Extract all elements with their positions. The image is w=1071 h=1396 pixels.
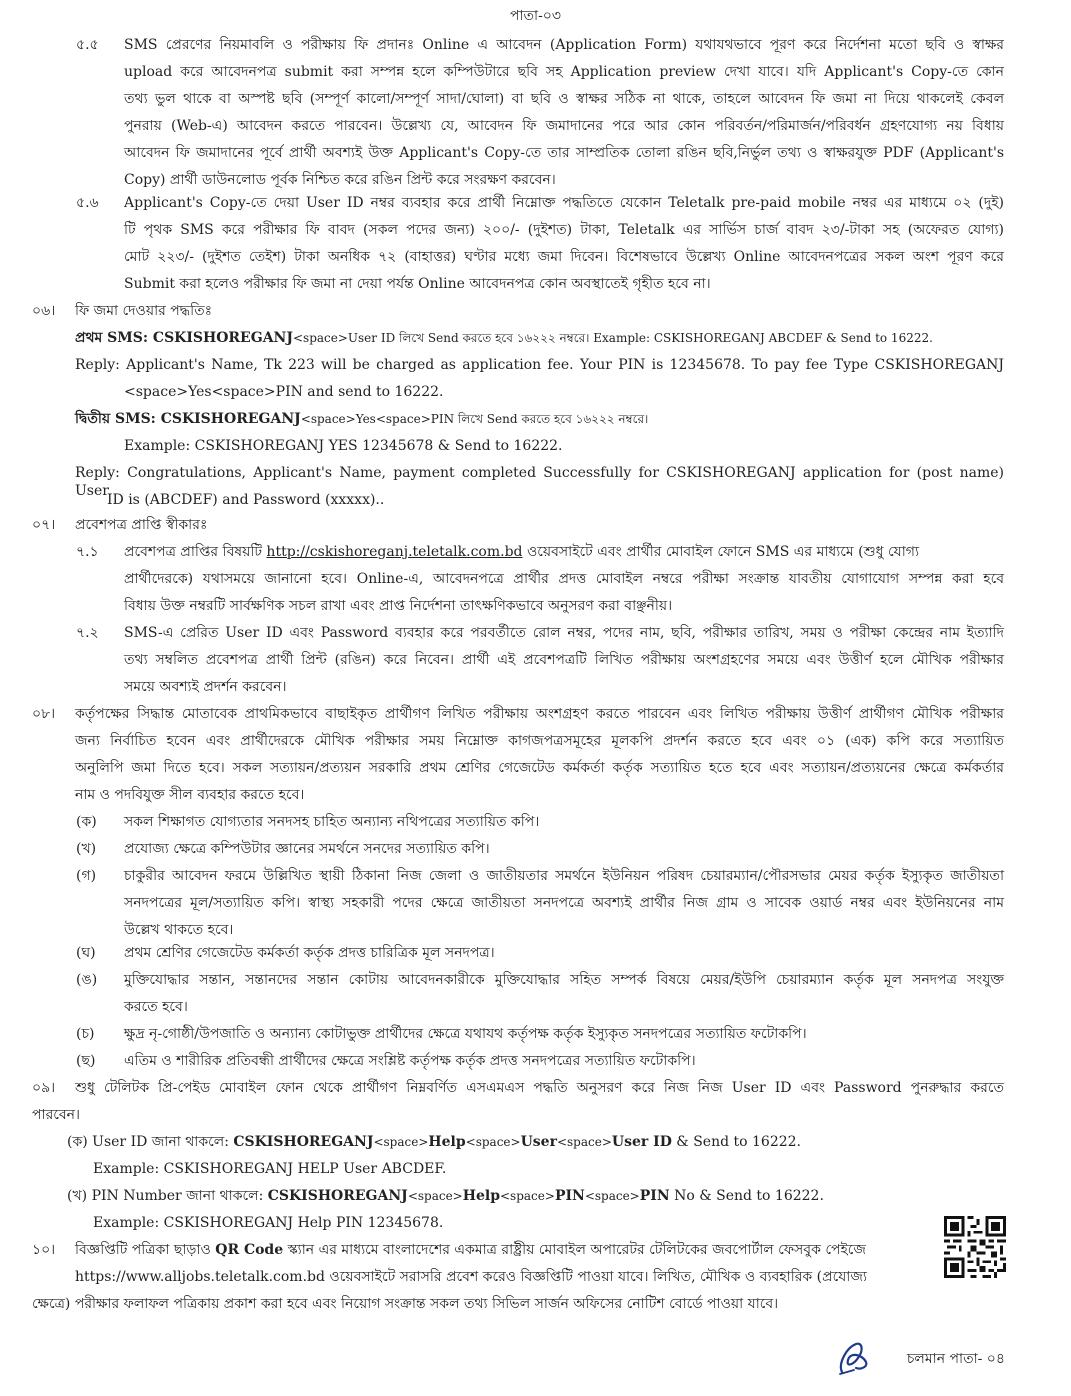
clause-7-2-line: SMS-এ প্রেরিত User ID এবং Password ব্যবহার করে পরবর্তীতে রোল নম্বর, পদের নাম, ছবি, পরীক্ষার তারিখ, সময় ও পরীক্ষা কেন্দ্রের নাম ইত্যাদি bbox=[124, 625, 1004, 641]
recover-pin-instruction bbox=[67, 1187, 824, 1205]
clause-7-1-line: প্রার্থীদেরকে) যথাসময়ে জানানো হবে। Online-এ, আবেদনপত্রে প্রার্থীর প্রদত্ত মোবাইল নম্বরে পরীক্ষা সংক্রান্ত যাবতীয় যোগাযোগ সম্পন্ন করা হবে bbox=[124, 571, 1004, 587]
second-sms-example: Example: CSKISHOREGANJ YES 12345678 & Send to 16222. bbox=[124, 438, 563, 454]
clause-5-5-line: SMS প্রেরণের নিয়মাবলি ও পরীক্ষায় ফি প্রদানঃ Online এ আবেদন (Application Form) যথাযথভাবে পূরণ করে নির্দেশনা মতো ছবি ও স্বাক্ষর bbox=[124, 37, 1004, 53]
instruction-text: (খ) PIN Number জানা থাকলে: bbox=[67, 1188, 268, 1204]
space-token: <space> bbox=[500, 1189, 555, 1203]
admit-card-website-link[interactable]: http://cskishoreganj.teletalk.com.bd bbox=[266, 544, 523, 560]
sms-keyword: User ID bbox=[611, 1134, 672, 1150]
list-item-text: চাকুরীর আবেদন ফরমে উল্লিখিত স্থায়ী ঠিকানা নিজ জেলা ও জাতীয়তার সমর্থনে ইউনিয়ন পরিষদ চেয়ারম্যান/পৌরসভার মেয়র কর্তৃক ইস্যুকৃত জাতীয়তা bbox=[124, 868, 1004, 884]
clause-5-5-line: আবেদন ফি জমাদানের পূর্বে প্রার্থী অবশ্যই উক্ত Applicant's Copy-তে তার সাম্প্রতিক তোলা রঙিন ছবি,নির্ভুল তথ্য ও স্বাক্ষরযুক্ত PDF (Applicant's bbox=[124, 145, 1005, 161]
list-item-label: (ঙ) bbox=[76, 972, 98, 988]
section-number-09: ০৯। bbox=[32, 1080, 56, 1096]
clause-7-1-text: প্রবেশপত্র প্রাপ্তির বিষয়টি bbox=[124, 544, 267, 560]
sms-keyword: PIN bbox=[554, 1188, 585, 1204]
list-item-text: প্রযোজ্য ক্ষেত্রে কম্পিউটার জ্ঞানের সমর্থনে সনদের সত্যায়িত কপি। bbox=[124, 841, 490, 857]
second-sms-rest: <space>Yes<space>PIN লিখে Send করতে হবে ১৬২২২ নম্বরে। bbox=[300, 412, 649, 426]
clause-5-5-line: Copy) প্রার্থী ডাউনলোড পূর্বক নিশ্চিত করে রঙিন প্রিন্ট করে সংরক্ষণ করবেন। bbox=[124, 172, 556, 188]
list-item-label: (ছ) bbox=[76, 1053, 96, 1069]
section-10-text: স্ক্যান এর মাধ্যমে বাংলাদেশের একমাত্র রাষ্ট্রীয় মোবাইল অপারেটর টেলিটকের জবপোর্টাল ফেসবুক পেইজে bbox=[283, 1242, 866, 1258]
recover-user-id-instruction bbox=[67, 1133, 801, 1151]
first-sms-label: প্রথম SMS: CSKISHOREGANJ bbox=[75, 330, 293, 346]
list-item-label: (ক) bbox=[76, 814, 97, 830]
section-09-line: পারবেন। bbox=[32, 1107, 81, 1123]
qr-code-icon[interactable] bbox=[944, 1216, 1006, 1278]
section-10-text: বিজ্ঞপ্তিটি পত্রিকা ছাড়াও bbox=[75, 1242, 216, 1258]
second-sms-reply: Reply: Congratulations, Applicant's Name, payment completed Successfully for CSKISHOREGANJ application for (post name) User bbox=[75, 465, 1004, 499]
clause-5-6-line: মোট ২২৩/- (দুইশত তেইশ) টাকা অনধিক ৭২ (বাহাত্তর) ঘণ্টার মধ্যে জমা দিবেন। বিশেষভাবে উল্লেখ্য Online আবেদনপত্রের সকল অংশ পূরণ করে bbox=[124, 249, 1004, 265]
space-token: <space> bbox=[584, 1189, 640, 1203]
instruction-text: No & Send to 16222. bbox=[669, 1188, 824, 1204]
section-10-line: ক্ষেত্রে) পরীক্ষার ফলাফল পত্রিকায় প্রকাশ করা হবে এবং নিয়োগ সংক্রান্ত সকল তথ্য সিভিল সার্জন অফিসের নোটিশ বোর্ডে পাওয়া যাবে। bbox=[32, 1296, 779, 1312]
list-item-text: করতে হবে। bbox=[124, 999, 188, 1015]
first-sms-reply-cont: <space>Yes<space>PIN and send to 16222. bbox=[124, 384, 444, 400]
section-09-line: শুধু টেলিটক প্রি-পেইড মোবাইল ফোন থেকে প্রার্থীগণ নিম্নবর্ণিত এসএমএস পদ্ধতি অনুসরণ করে নিজ নিজ User ID এবং Password পুনরুদ্ধার করতে bbox=[75, 1080, 1004, 1096]
second-sms-reply-cont: ID is (ABCDEF) and Password (xxxxx).. bbox=[107, 492, 385, 508]
space-token: <space> bbox=[556, 1135, 612, 1149]
clause-7-1-line bbox=[124, 543, 919, 561]
list-item-text: প্রথম শ্রেণির গেজেটেড কর্মকর্তা কর্তৃক প্রদত্ত চারিত্রিক মূল সনদপত্র। bbox=[124, 945, 495, 961]
continued-page-label: চলমান পাতা- ০৪ bbox=[906, 1351, 1005, 1367]
first-sms-rest: <space>User ID লিখে Send করতে হবে ১৬২২২ নম্বরে। Example: CSKISHOREGANJ ABCDEF & Send to 16222. bbox=[292, 331, 933, 345]
sms-keyword: PIN bbox=[639, 1188, 670, 1204]
space-token: <space> bbox=[373, 1135, 429, 1149]
section-08-line: অনুলিপি জমা দিতে হবে। সকল সত্যায়ন/প্রত্যয়ন সরকারি প্রথম শ্রেণির গেজেটেড কর্মকর্তা কর্তৃক সত্যায়িত হতে হবে এবং সত্যায়ন/প্রত্যয়নের ক্ষেত্রে কর্মকর্তার bbox=[75, 760, 1004, 776]
sms-keyword: Help bbox=[462, 1188, 500, 1204]
list-item-label: (গ) bbox=[76, 868, 97, 884]
space-token: <space> bbox=[407, 1189, 463, 1203]
clause-7-1-text: ওয়েবসাইটে এবং প্রার্থীর মোবাইল ফোনে SMS এর মাধ্যমে (শুধু যোগ্য bbox=[522, 544, 920, 560]
section-08-line: কর্তৃপক্ষের সিদ্ধান্ত মোতাবেক প্রাথমিকভাবে বাছাইকৃত প্রার্থীগণ লিখিত পরীক্ষায় অংশগ্রহণ করতে পারবেন এবং লিখিত পরীক্ষায় উত্তীর্ণ প্রার্থীগণ মৌখিক পরীক্ষার bbox=[75, 706, 1004, 722]
clause-7-2-line: তথ্য সম্বলিত প্রবেশপত্র প্রার্থী প্রিন্ট (রঙিন) করে নিবেন। প্রার্থী এই প্রবেশপত্রটি লিখিত পরীক্ষায় অংশগ্রহণের সময়ে এবং উত্তীর্ণ হলে মৌখিক পরীক্ষার bbox=[124, 652, 1004, 668]
instruction-text: (ক) User ID জানা থাকলে: bbox=[67, 1134, 234, 1150]
clause-number-7-2: ৭.২ bbox=[76, 625, 99, 641]
section-number-08: ০৮। bbox=[32, 706, 56, 722]
section-number-06: ০৬। bbox=[32, 303, 56, 319]
list-item-text: এতিম ও শারীরিক প্রতিবন্ধী প্রার্থীদের ক্ষেত্রে সংশ্লিষ্ট কর্তৃপক্ষ কর্তৃক প্রদত্ত সনদপত্রের সত্যায়িত ফটোকপি। bbox=[124, 1053, 696, 1069]
list-item-text: সকল শিক্ষাগত যোগ্যতার সনদসহ চাহিত অন্যান্য নথিপত্রের সত্যায়িত কপি। bbox=[124, 814, 540, 830]
clause-7-1-line: বিধায় উক্ত নম্বরটি সার্বক্ষণিক সচল রাখা এবং প্রাপ্ত নির্দেশনা তাৎক্ষণিকভাবে অনুসরণ করা বাঞ্ছনীয়। bbox=[124, 598, 673, 614]
clause-number-7-1: ৭.১ bbox=[76, 544, 99, 560]
section-number-07: ০৭। bbox=[32, 517, 56, 533]
clause-7-2-line: সময়ে অবশ্যই প্রদর্শন করবেন। bbox=[124, 679, 287, 695]
clause-5-5-line: পুনরায় (Web-এ) আবেদন করতে পারবেন। উল্লেখ্য যে, আবেদন ফি জমাদানের পরে আর কোন পরিবর্তন/পরিমার্জন/পরিবর্ধন গ্রহণযোগ্য নয় বিধায় bbox=[124, 118, 1004, 134]
section-06-title: ফি জমা দেওয়ার পদ্ধতিঃ bbox=[75, 303, 213, 319]
clause-5-6-line: Applicant's Copy-তে দেয়া User ID নম্বর ব্যবহার করে প্রার্থী নিম্নোক্ত পদ্ধতিতে যেকোন Teletalk pre-paid mobile নম্বর এর মাধ্যমে ০২ (দুই) bbox=[124, 195, 1004, 211]
instruction-text: & Send to 16222. bbox=[671, 1134, 801, 1150]
sms-keyword: User bbox=[520, 1134, 557, 1150]
clause-5-6-line: টি পৃথক SMS করে পরীক্ষার ফি বাবদ (সকল পদের জন্য) ২০০/- (দুইশত) টাকা, Teletalk এর সার্ভিস চার্জ বাবদ ২৩/-টাকা সহ (অফেরত যোগ্য) bbox=[124, 222, 1004, 238]
list-item-text: সনদপত্রের মূল/সত্যায়িত কপি। স্বাস্থ্য সহকারী পদের ক্ষেত্রে জাতীয়তা সনদপত্রে অবশ্যই প্রার্থীর নিজ গ্রাম ও সাবেক ওয়ার্ড নম্বর এবং ইউনিয়নের নাম bbox=[124, 895, 1004, 911]
clause-5-5-line: তথ্য ভুল থাকে বা অস্পষ্ট ছবি (সম্পূর্ণ কালো/সম্পূর্ণ সাদা/ঘোলা) বা ছবি ও স্বাক্ষর সঠিক না থাকে, তাহলে আবেদন ফি জমা না দিয়ে থাকলেই কেবল bbox=[124, 91, 1004, 107]
sms-keyword: Help bbox=[428, 1134, 466, 1150]
list-item-label: (চ) bbox=[76, 1026, 95, 1042]
section-08-line: জন্য নির্বাচিত হবেন এবং প্রার্থীদেরকে মৌখিক পরীক্ষার সময় নিম্নোক্ত কাগজপত্রসমূহের মূলকপি প্রদর্শন করতে হবে এবং ০১ (এক) কপি করে সত্যায়িত bbox=[75, 733, 1004, 749]
qr-code-mention: QR Code bbox=[215, 1242, 284, 1258]
first-sms-instruction bbox=[75, 329, 933, 347]
section-08-line: নাম ও পদবিযুক্ত সীল ব্যবহার করতে হবে। bbox=[75, 787, 305, 803]
clause-5-6-line: Submit করা হলেও পরীক্ষার ফি জমা না দেয়া পর্যন্ত Online আবেদনপত্র কোন অবস্থাতেই গৃহীত হবে না। bbox=[124, 276, 711, 292]
first-sms-reply: Reply: Applicant's Name, Tk 223 will be charged as application fee. Your PIN is 12345678. To pay fee Type CSKISHOREGANJ bbox=[75, 357, 1004, 373]
list-item-label: (ঘ) bbox=[76, 945, 96, 961]
list-item-text: উল্লেখ থাকতে হবে। bbox=[124, 922, 234, 938]
signature-icon bbox=[832, 1334, 878, 1380]
list-item-label: (খ) bbox=[76, 841, 97, 857]
second-sms-instruction bbox=[75, 410, 648, 428]
recover-user-id-example: Example: CSKISHOREGANJ HELP User ABCDEF. bbox=[93, 1161, 447, 1177]
clause-number-5-6: ৫.৬ bbox=[76, 195, 99, 211]
space-token: <space> bbox=[465, 1135, 521, 1149]
list-item-text: মুক্তিযোদ্ধার সন্তান, সন্তানদের সন্তান কোটায় আবেদনকারীকে মুক্তিযোদ্ধার সহিত সম্পর্ক বিষয়ে মেয়র/ইউপি চেয়ারম্যান কর্তৃক মূল সনদপত্র সংযুক্ত bbox=[124, 972, 1004, 988]
clause-number-5-5: ৫.৫ bbox=[76, 37, 99, 53]
sms-keyword: CSKISHOREGANJ bbox=[233, 1134, 374, 1150]
clause-5-5-line: upload করে আবেদনপত্র submit করা সম্পন্ন হলে কম্পিউটারে ছবি সহ Application preview দেখা যাবে। যদি Applicant's Copy-তে কোন bbox=[124, 64, 1004, 80]
recover-pin-example: Example: CSKISHOREGANJ Help PIN 12345678. bbox=[93, 1215, 444, 1231]
section-10-line bbox=[75, 1241, 866, 1259]
sms-keyword: CSKISHOREGANJ bbox=[267, 1188, 408, 1204]
section-number-10: ১০। bbox=[32, 1242, 56, 1258]
section-07-title: প্রবেশপত্র প্রাপ্তি স্বীকারঃ bbox=[75, 517, 208, 533]
section-10-line: https://www.alljobs.teletalk.com.bd ওয়েবসাইটে সরাসরি প্রবেশ করেও বিজ্ঞপ্তিটি পাওয়া যাবে। লিখিত, মৌখিক ও ব্যবহারিক (প্রযোজ্য bbox=[75, 1269, 867, 1285]
list-item-text: ক্ষুদ্র নৃ-গোষ্ঠী/উপজাতি ও অন্যান্য কোটাভুক্ত প্রার্থীদের ক্ষেত্রে যথাযথ কর্তৃপক্ষ কর্তৃক ইস্যুকৃত সনদপত্রের সত্যায়িত ফটোকপি। bbox=[124, 1026, 807, 1042]
second-sms-label: দ্বিতীয় SMS: CSKISHOREGANJ bbox=[75, 411, 301, 427]
page-number-header: পাতা-০৩ bbox=[509, 8, 562, 24]
